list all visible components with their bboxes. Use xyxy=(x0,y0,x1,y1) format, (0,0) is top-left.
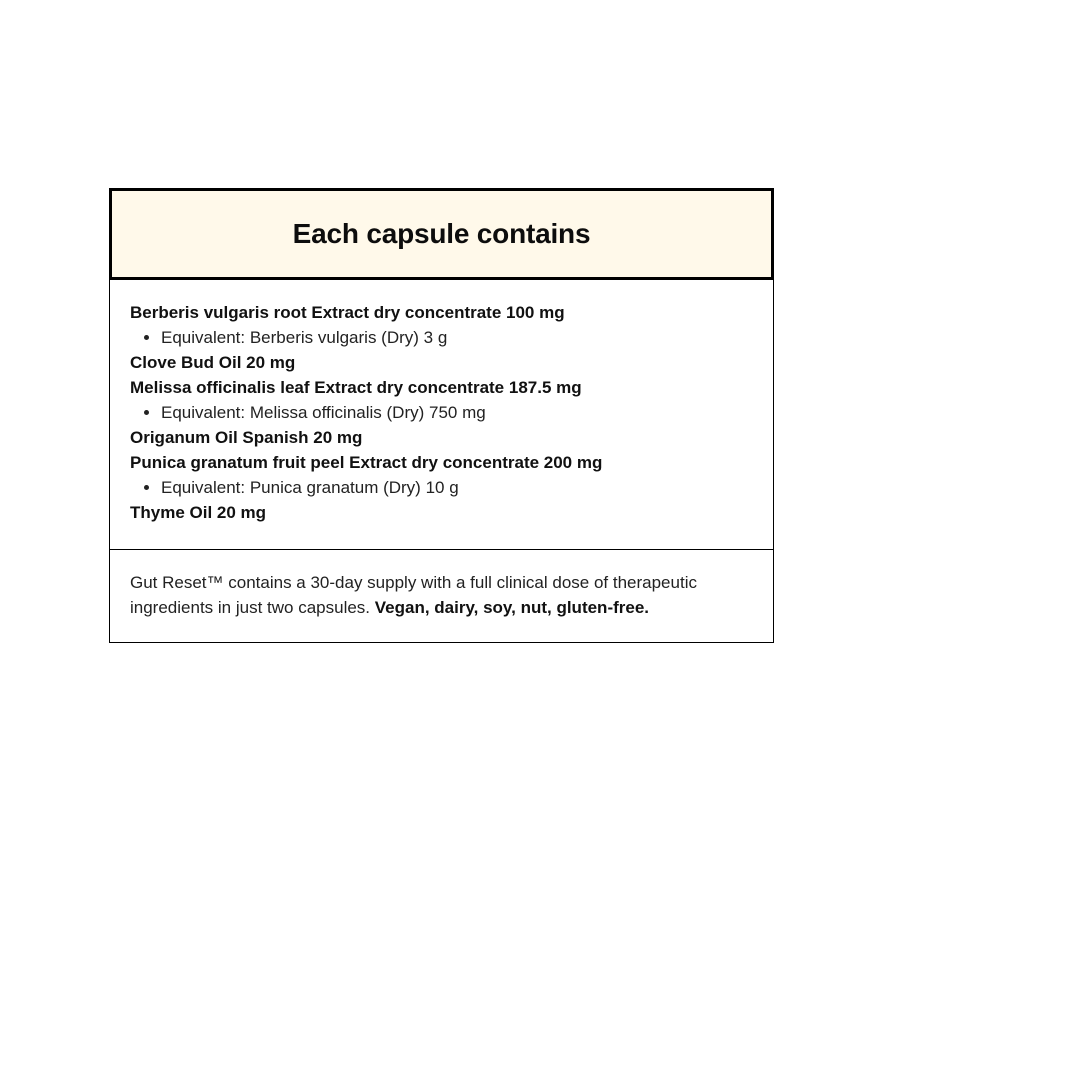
equivalent-text: Equivalent: Berberis vulgaris (Dry) 3 g xyxy=(161,328,448,347)
bullet-icon xyxy=(144,335,149,340)
supply-note xyxy=(109,549,774,643)
ingredient-name: Melissa officinalis leaf Extract dry concentrate 187.5 mg xyxy=(130,378,582,397)
equivalent-item xyxy=(144,475,753,500)
equivalent-text: Equivalent: Punica granatum (Dry) 10 g xyxy=(161,478,459,497)
equivalent-list xyxy=(130,400,753,425)
ingredient-name: Origanum Oil Spanish 20 mg xyxy=(130,428,363,447)
ingredient-name: Berberis vulgaris root Extract dry concentrate 100 mg xyxy=(130,303,565,322)
dietary-claims: Vegan, dairy, soy, nut, gluten-free. xyxy=(374,598,650,617)
equivalent-item xyxy=(144,400,753,425)
equivalent-list xyxy=(130,475,753,500)
equivalent-list xyxy=(130,325,753,350)
bullet-icon xyxy=(144,485,149,490)
bullet-icon xyxy=(144,410,149,415)
ingredient-name: Clove Bud Oil 20 mg xyxy=(130,353,296,372)
ingredients-panel xyxy=(109,188,774,643)
equivalent-item xyxy=(144,325,753,350)
equivalent-text: Equivalent: Melissa officinalis (Dry) 750 mg xyxy=(161,403,486,422)
supply-note-text: Gut Reset™ contains a 30-day supply with a full clinical dose of therapeutic ingredients in just two capsules. xyxy=(130,573,697,617)
panel-title: Each capsule contains xyxy=(292,218,591,249)
ingredient-name: Punica granatum fruit peel Extract dry concentrate 200 mg xyxy=(130,453,603,472)
panel-header xyxy=(109,188,774,280)
ingredients-list xyxy=(109,280,774,549)
ingredient-name: Thyme Oil 20 mg xyxy=(130,503,267,522)
